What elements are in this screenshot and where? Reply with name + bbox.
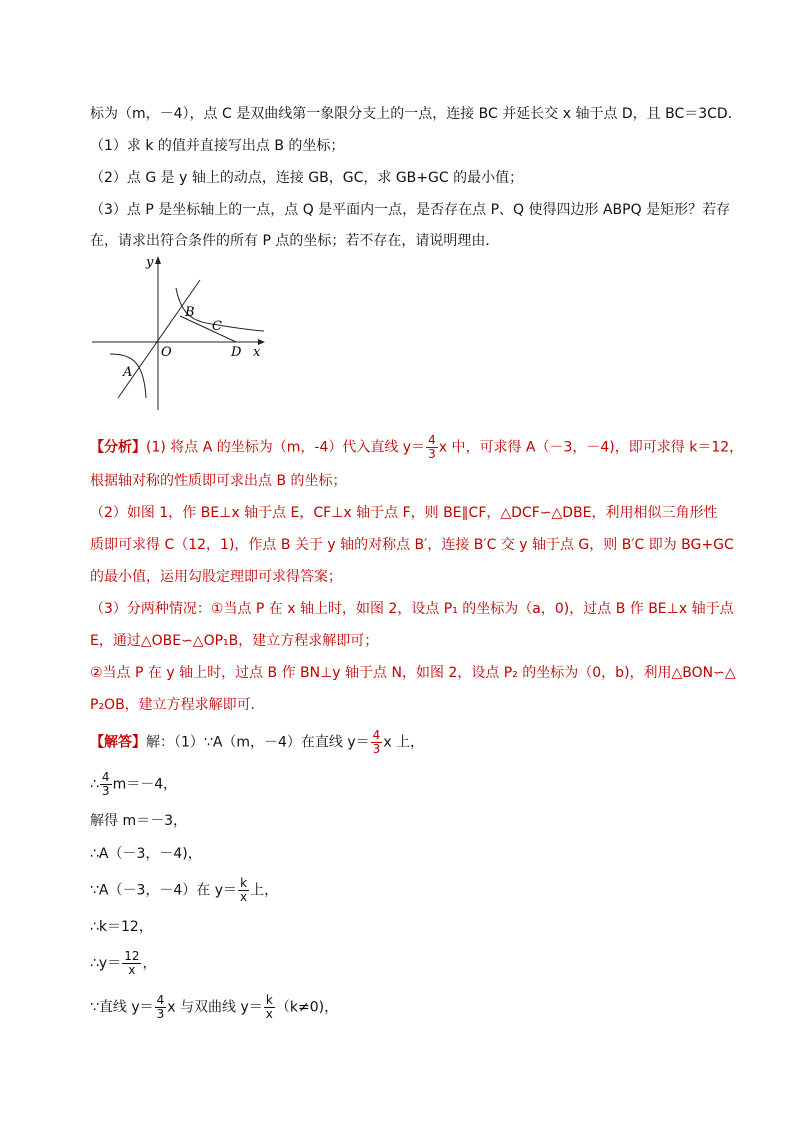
- analysis-line-8: ②当点 P 在 y 轴上时，过点 B 作 BN⊥y 轴于点 N，如图 2，设点 P₂ 的坐标为（0，b)，利用△BON∽△: [90, 665, 736, 681]
- fraction-4-3: $\frac{4}{3}$: [156, 993, 165, 1021]
- analysis-line-1-a: (1) 将点 A 的坐标为（m，-4）代入直线 y＝: [146, 439, 426, 456]
- fraction-k-x: $\frac{k}{x}$: [265, 993, 273, 1021]
- straight-line: [118, 280, 200, 398]
- fraction-4-3: $\frac{4}{3}$: [101, 770, 110, 798]
- label-x: x: [253, 345, 261, 360]
- label-y: y: [146, 255, 154, 270]
- solution-line-4: ∴A（－3，－4)，: [90, 846, 202, 862]
- y-axis-arrow: [155, 256, 161, 264]
- coordinate-figure: [88, 250, 273, 420]
- fraction-4-3: $\frac{4}{3}$: [372, 728, 381, 756]
- analysis-line-1-b: x 中，可求得 A（－3，－4)，即可求得 k＝12，: [438, 439, 744, 456]
- question-3-part-a: （3）点 P 是坐标轴上的一点，点 Q 是平面内一点，是否存在点 P、Q 使得四边形 ABPQ 是矩形？若存: [90, 202, 731, 218]
- analysis-line-1: [90, 434, 743, 461]
- fraction-4-3: $\frac{4}{3}$: [428, 433, 436, 461]
- analysis-line-4: 质即可求得 C（12，1)，作点 B 关于 y 轴的对称点 B′，连接 B′C 交 y 轴于点 G，则 B′C 即为 BG+GC: [90, 537, 734, 553]
- solution-line-3: 解得 m＝－3，: [90, 813, 187, 829]
- solution-line-6: ∴k＝12，: [90, 919, 153, 935]
- analysis-line-5: 的最小值，运用勾股定理即可求得答案；: [90, 569, 342, 585]
- question-3-part-b: 在，请求出符合条件的所有 P 点的坐标；若不存在，请说明理由．: [90, 233, 500, 249]
- label-d: D: [231, 345, 242, 360]
- label-b: B: [185, 305, 195, 320]
- solution-line-5: ∵A（－3，－4）在 y＝ $\frac{k}{x}$ 上，: [90, 876, 279, 904]
- analysis-line-9: P₂OB，建立方程求解即可．: [90, 697, 265, 713]
- solution-tag: 【解答】: [90, 734, 146, 751]
- fraction-k-x: $\frac{k}{x}$: [240, 876, 248, 904]
- analysis-line-7: E，通过△OBE∽△OP₁B，建立方程求解即可；: [90, 633, 379, 649]
- analysis-line-6: （3）分两种情况：①当点 P 在 x 轴上时，如图 2，设点 P₁ 的坐标为（a，0)，过点 B 作 BE⊥x 轴于点: [90, 601, 734, 617]
- analysis-line-2: 根据轴对称的性质即可求出点 B 的坐标；: [90, 473, 347, 489]
- label-o: O: [161, 345, 172, 360]
- solution-line-7: ∴y＝ $\frac{12}{x}$ ，: [90, 949, 157, 977]
- solution-line-1: 【解答】解：（1）∵A（m，－4）在直线 y＝ $\frac{4}{3}$ x 上，: [90, 728, 425, 756]
- question-2: （2）点 G 是 y 轴上的动点，连接 GB，GC，求 GB+GC 的最小值；: [90, 170, 524, 186]
- problem-line-1: 标为（m，－4），点 C 是双曲线第一象限分支上的一点，连接 BC 并延长交 x 轴于点 D，且 BC＝3CD．: [90, 106, 742, 122]
- fraction-12-x: $\frac{12}{x}$: [124, 949, 140, 977]
- label-c: C: [212, 319, 222, 334]
- analysis-line-3: （2）如图 1，作 BE⊥x 轴于点 E，CF⊥x 轴于点 F，则 BE∥CF，△DCF∽△DBE，利用相似三角形性: [90, 505, 718, 521]
- label-a: A: [123, 365, 133, 380]
- analysis-tag: 【分析】: [90, 439, 146, 456]
- question-1: （1）求 k 的值并直接写出点 B 的坐标；: [90, 138, 345, 154]
- solution-line-2: ∴ $\frac{4}{3}$ m＝－4，: [90, 770, 178, 798]
- solution-line-8: ∵直线 y＝ $\frac{4}{3}$ x 与双曲线 y＝ $\frac{k}{x}$ （k≠0)，: [90, 993, 339, 1021]
